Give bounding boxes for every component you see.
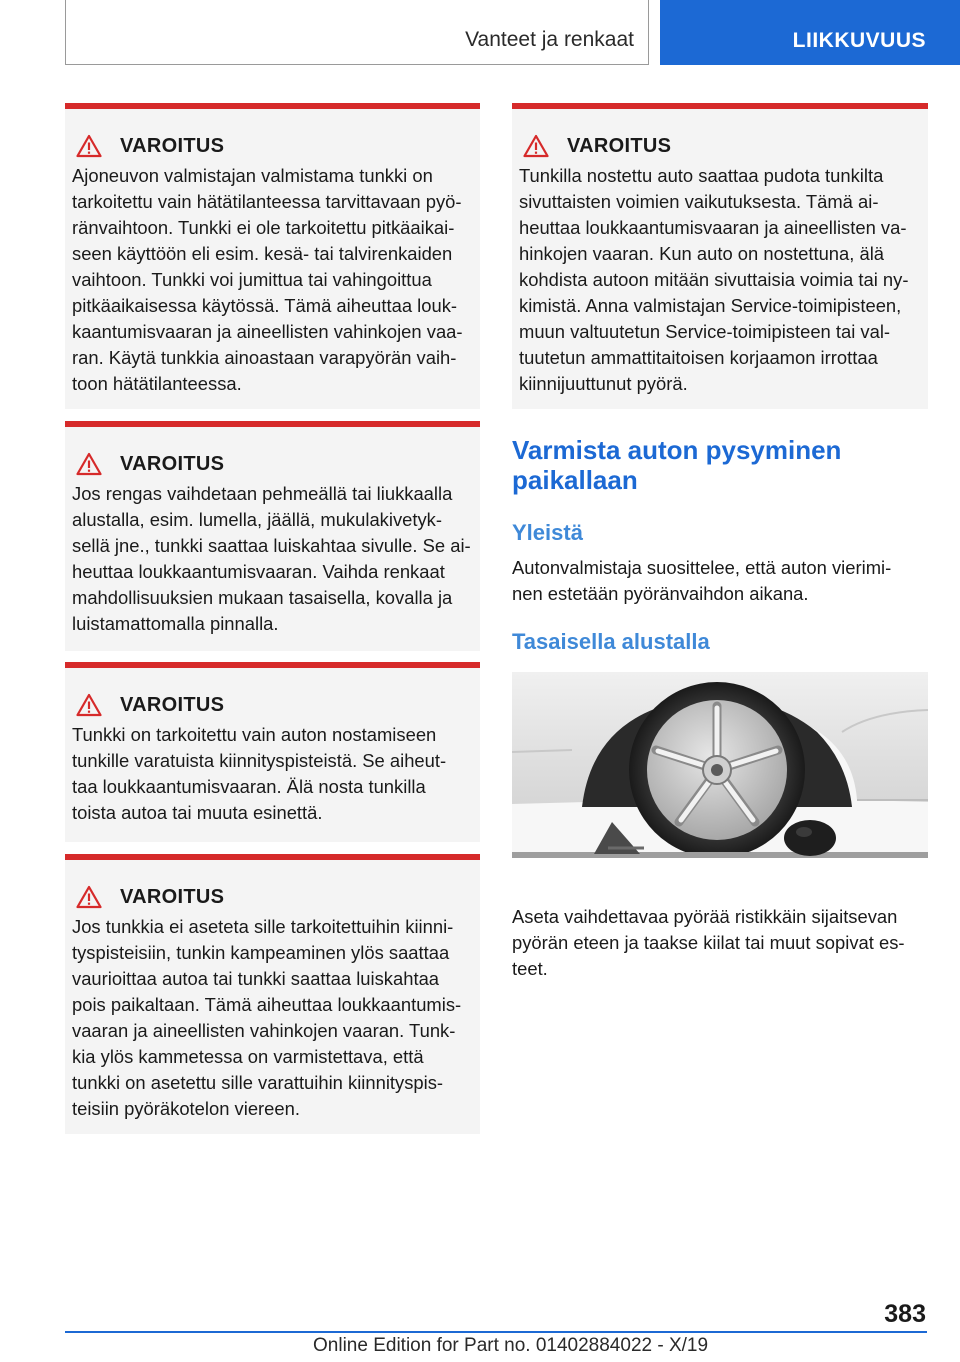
warning-box-right xyxy=(512,103,928,409)
text-line: vaurioittaa autoa tai tunkki saattaa luiskahtaa xyxy=(72,968,440,989)
warning-text xyxy=(72,722,470,826)
text-line: Tunkilla nostettu auto saattaa pudota tunkilta xyxy=(519,165,884,186)
text-line: ränvaihtoon. Tunkki ei ole tarkoitettu pitkäaikai- xyxy=(72,217,455,238)
warning-triangle-icon xyxy=(76,134,102,158)
warning-title: VAROITUS xyxy=(120,134,225,157)
text-line: Jos rengas vaihdetaan pehmeällä tai liukkaalla xyxy=(72,483,453,504)
text-line: toon hätätilanteessa. xyxy=(72,373,242,394)
wheel-chock-illustration xyxy=(512,672,928,858)
text-line: pitkäaikaisessa käytössä. Tämä aiheuttaa louk- xyxy=(72,295,458,316)
text-line: sellä jne., tunkki saattaa luiskahtaa sivulle. Se ai- xyxy=(72,535,471,556)
subheading-general: Yleistä xyxy=(512,520,583,545)
text-line: mahdollisuuksien mukaan tasaisella, kovalla ja xyxy=(72,587,453,608)
section-heading xyxy=(512,435,841,495)
warning-box-2 xyxy=(65,421,480,651)
text-line: tuutetun ammattitaitoisen korjaamon irrottaa xyxy=(519,347,878,368)
text-line: vaihtoon. Tunkki voi jumittua tai vahingoittua xyxy=(72,269,432,290)
text-line: toista autoa tai muuta esinettä. xyxy=(72,802,323,823)
text-line: sivuttaisten voimien vaikutuksesta. Tämä ai- xyxy=(519,191,879,212)
paragraph-general xyxy=(512,555,891,607)
text-line: hinkojen vaaran. Kun auto on nostettuna, älä xyxy=(519,243,885,264)
text-line: Autonvalmistaja suosittelee, että auton vierimi- xyxy=(512,557,892,578)
warning-triangle-icon xyxy=(76,693,102,717)
text-line: alustalla, esim. lumella, jäällä, mukulakivetyk- xyxy=(72,509,442,530)
text-line: Tunkki on tarkoitettu vain auton nostamiseen xyxy=(72,724,437,745)
header-section-tab xyxy=(65,0,649,65)
text-line: kohdista autoon mitään sivuttaisia voimia tai ny- xyxy=(519,269,909,290)
warning-text xyxy=(72,481,470,637)
warning-text xyxy=(72,914,470,1122)
text-line: kia ylös kammetessa on varmistettava, että xyxy=(72,1046,424,1067)
text-line: kimistä. Anna valmistajan Service-toimipisteen, xyxy=(519,295,902,316)
warning-box-4 xyxy=(65,854,480,1134)
warning-title: VAROITUS xyxy=(120,693,225,716)
text-line: tunkki on asetettu sille varattuihin kiinnityspis- xyxy=(72,1072,444,1093)
text-line: teet. xyxy=(512,958,548,979)
warning-title: VAROITUS xyxy=(120,885,225,908)
warning-triangle-icon xyxy=(523,134,549,158)
text-line: heuttaa loukkaantumisvaaran ja aineellisten va- xyxy=(519,217,907,238)
text-line: tyspisteisiin, tunkin kampeaminen ylös saattaa xyxy=(72,942,450,963)
warning-title: VAROITUS xyxy=(567,134,672,157)
warning-text xyxy=(519,163,918,397)
text-line: taa loukkaantumisvaaran. Älä nosta tunkilla xyxy=(72,776,426,797)
text-line: vaaran ja aineellisten vahinkojen vaaran. Tunk- xyxy=(72,1020,456,1041)
text-line: pois paikaltaan. Tämä aiheuttaa loukkaantumis- xyxy=(72,994,462,1015)
header-chapter-tab xyxy=(660,0,960,65)
footer-edition: Online Edition for Part no. 01402884022 - X/19 xyxy=(313,1335,709,1356)
paragraph-flat-surface xyxy=(512,904,905,982)
heading-line: Varmista auton pysyminen xyxy=(512,435,842,465)
warning-box-1 xyxy=(65,103,480,409)
header-chapter-title: LIIKKUVUUS xyxy=(792,29,926,52)
page-number: 383 xyxy=(884,1300,926,1328)
header-section-title: Vanteet ja renkaat xyxy=(465,28,634,51)
warning-triangle-icon xyxy=(76,885,102,909)
subheading-flat-surface: Tasaisella alustalla xyxy=(512,629,710,654)
warning-triangle-icon xyxy=(76,452,102,476)
text-line: seen käyttöön eli esim. kesä- tai talvirenkaiden xyxy=(72,243,453,264)
text-line: tunkille varatuista kiinnityspisteistä. Se aiheut- xyxy=(72,750,447,771)
text-line: heuttaa loukkaantumisvaaran. Vaihda renkaat xyxy=(72,561,445,582)
text-line: kiinnijuuttunut pyörä. xyxy=(519,373,688,394)
text-line: teisiin pyöräkotelon viereen. xyxy=(72,1098,300,1119)
text-line: luistamattomalla pinnalla. xyxy=(72,613,279,634)
text-line: Ajoneuvon valmistajan valmistama tunkki on xyxy=(72,165,433,186)
warning-box-3 xyxy=(65,662,480,842)
footer-divider xyxy=(65,1331,927,1333)
warning-text xyxy=(72,163,470,397)
text-line: nen estetään pyöränvaihdon aikana. xyxy=(512,583,809,604)
text-line: kaantumisvaaran ja aineellisten vahinkojen vaa- xyxy=(72,321,463,342)
text-line: ran. Käytä tunkkia ainoastaan varapyörän vaih- xyxy=(72,347,457,368)
text-line: Jos tunkkia ei aseteta sille tarkoitettuihin kiinni- xyxy=(72,916,454,937)
text-line: tarkoitettu vain hätätilanteessa tarvittavaan pyö- xyxy=(72,191,462,212)
text-line: Aseta vaihdettavaa pyörää ristikkäin sijaitsevan xyxy=(512,906,898,927)
text-line: muun valtuutetun Service-toimipisteen tai val- xyxy=(519,321,891,342)
heading-line: paikallaan xyxy=(512,465,638,495)
text-line: pyörän eteen ja taakse kiilat tai muut sopivat es- xyxy=(512,932,905,953)
warning-title: VAROITUS xyxy=(120,452,225,475)
